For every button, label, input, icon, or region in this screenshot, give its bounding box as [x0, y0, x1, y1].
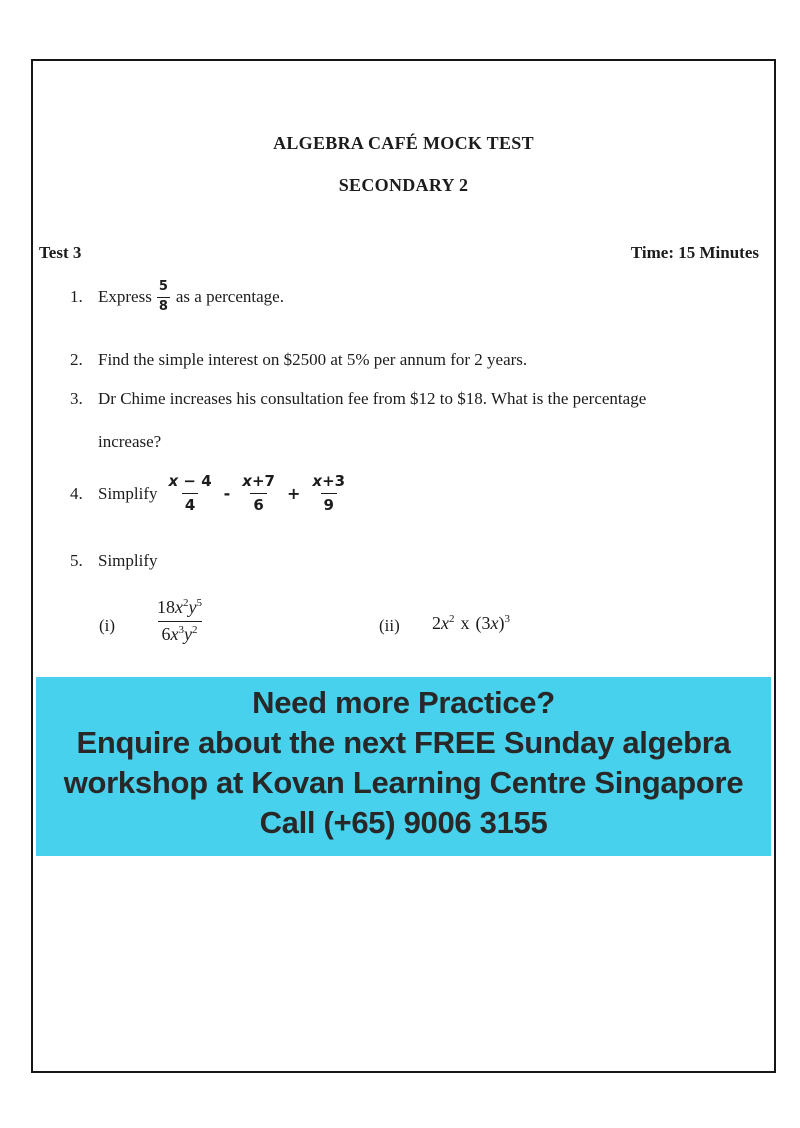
question-1-text-post: as a percentage.: [175, 287, 284, 307]
question-4-text-pre: Simplify: [98, 483, 158, 503]
fraction-denominator: 8: [158, 298, 168, 314]
question-1-text-pre: Express: [98, 287, 152, 307]
test-number-label: Test 3: [39, 243, 82, 262]
question-1: [70, 280, 284, 315]
multiplication-sign: x: [460, 613, 470, 633]
time-limit-label: Time: 15 Minutes: [630, 243, 759, 262]
fraction-x-minus-4-over-4: [166, 473, 215, 515]
banner-line-4: Call (+65) 9006 3155: [259, 805, 548, 840]
question-5-part-i-fraction: [153, 598, 206, 645]
question-5-number: 5.: [70, 551, 83, 570]
fraction-denominator: 6: [250, 493, 266, 514]
question-1-number: 1.: [70, 287, 83, 307]
fraction-x-plus-3-over-9: [309, 473, 348, 515]
question-5: [70, 551, 158, 571]
test-title: ALGEBRA CAFÉ MOCK TEST: [273, 133, 534, 153]
question-2-number: 2.: [70, 350, 83, 369]
question-2-text: Find the simple interest on $2500 at 5% per annum for 2 years.: [98, 350, 528, 369]
fraction-numerator: x − 4: [168, 472, 212, 490]
promo-banner: [36, 677, 771, 856]
question-3-text-line2: increase?: [98, 432, 162, 451]
banner-line-2: Enquire about the next FREE Sunday algebra: [76, 725, 731, 760]
fraction-numerator: x+7: [242, 472, 275, 490]
question-5-part-i-label: (i): [99, 616, 116, 635]
minus-operator: -: [223, 484, 231, 504]
document-page: [31, 59, 776, 1073]
fraction-x-plus-7-over-6: [239, 473, 278, 515]
fraction-numerator: $18x^2y^5$: [157, 597, 202, 617]
question-4: [70, 473, 352, 515]
question-4-number: 4.: [70, 483, 83, 503]
fraction-numerator: x+3: [312, 472, 346, 490]
question-3-number: 3.: [70, 389, 83, 408]
fraction-denominator: 4: [182, 493, 198, 514]
test-subtitle: SECONDARY 2: [338, 175, 469, 195]
fraction-numerator: 5: [158, 279, 168, 294]
banner-line-3: workshop at Kovan Learning Centre Singapore: [63, 765, 744, 800]
question-5-part-ii-expression: $2x^2$ x $(3x)^3$: [432, 613, 510, 633]
question-2: [70, 350, 527, 370]
question-3-text-line1: Dr Chime increases his consultation fee from $12 to $18. What is the percentage: [98, 389, 647, 408]
question-3: [70, 389, 646, 409]
plus-operator: +: [287, 484, 301, 504]
fraction-denominator: $6x^3y^2$: [158, 621, 202, 645]
question-5-part-ii-label: (ii): [379, 616, 400, 635]
fraction-five-eighths: [157, 280, 170, 315]
banner-line-1: Need more Practice?: [252, 685, 555, 720]
fraction-denominator: 9: [321, 493, 337, 514]
question-5-text: Simplify: [98, 551, 158, 570]
